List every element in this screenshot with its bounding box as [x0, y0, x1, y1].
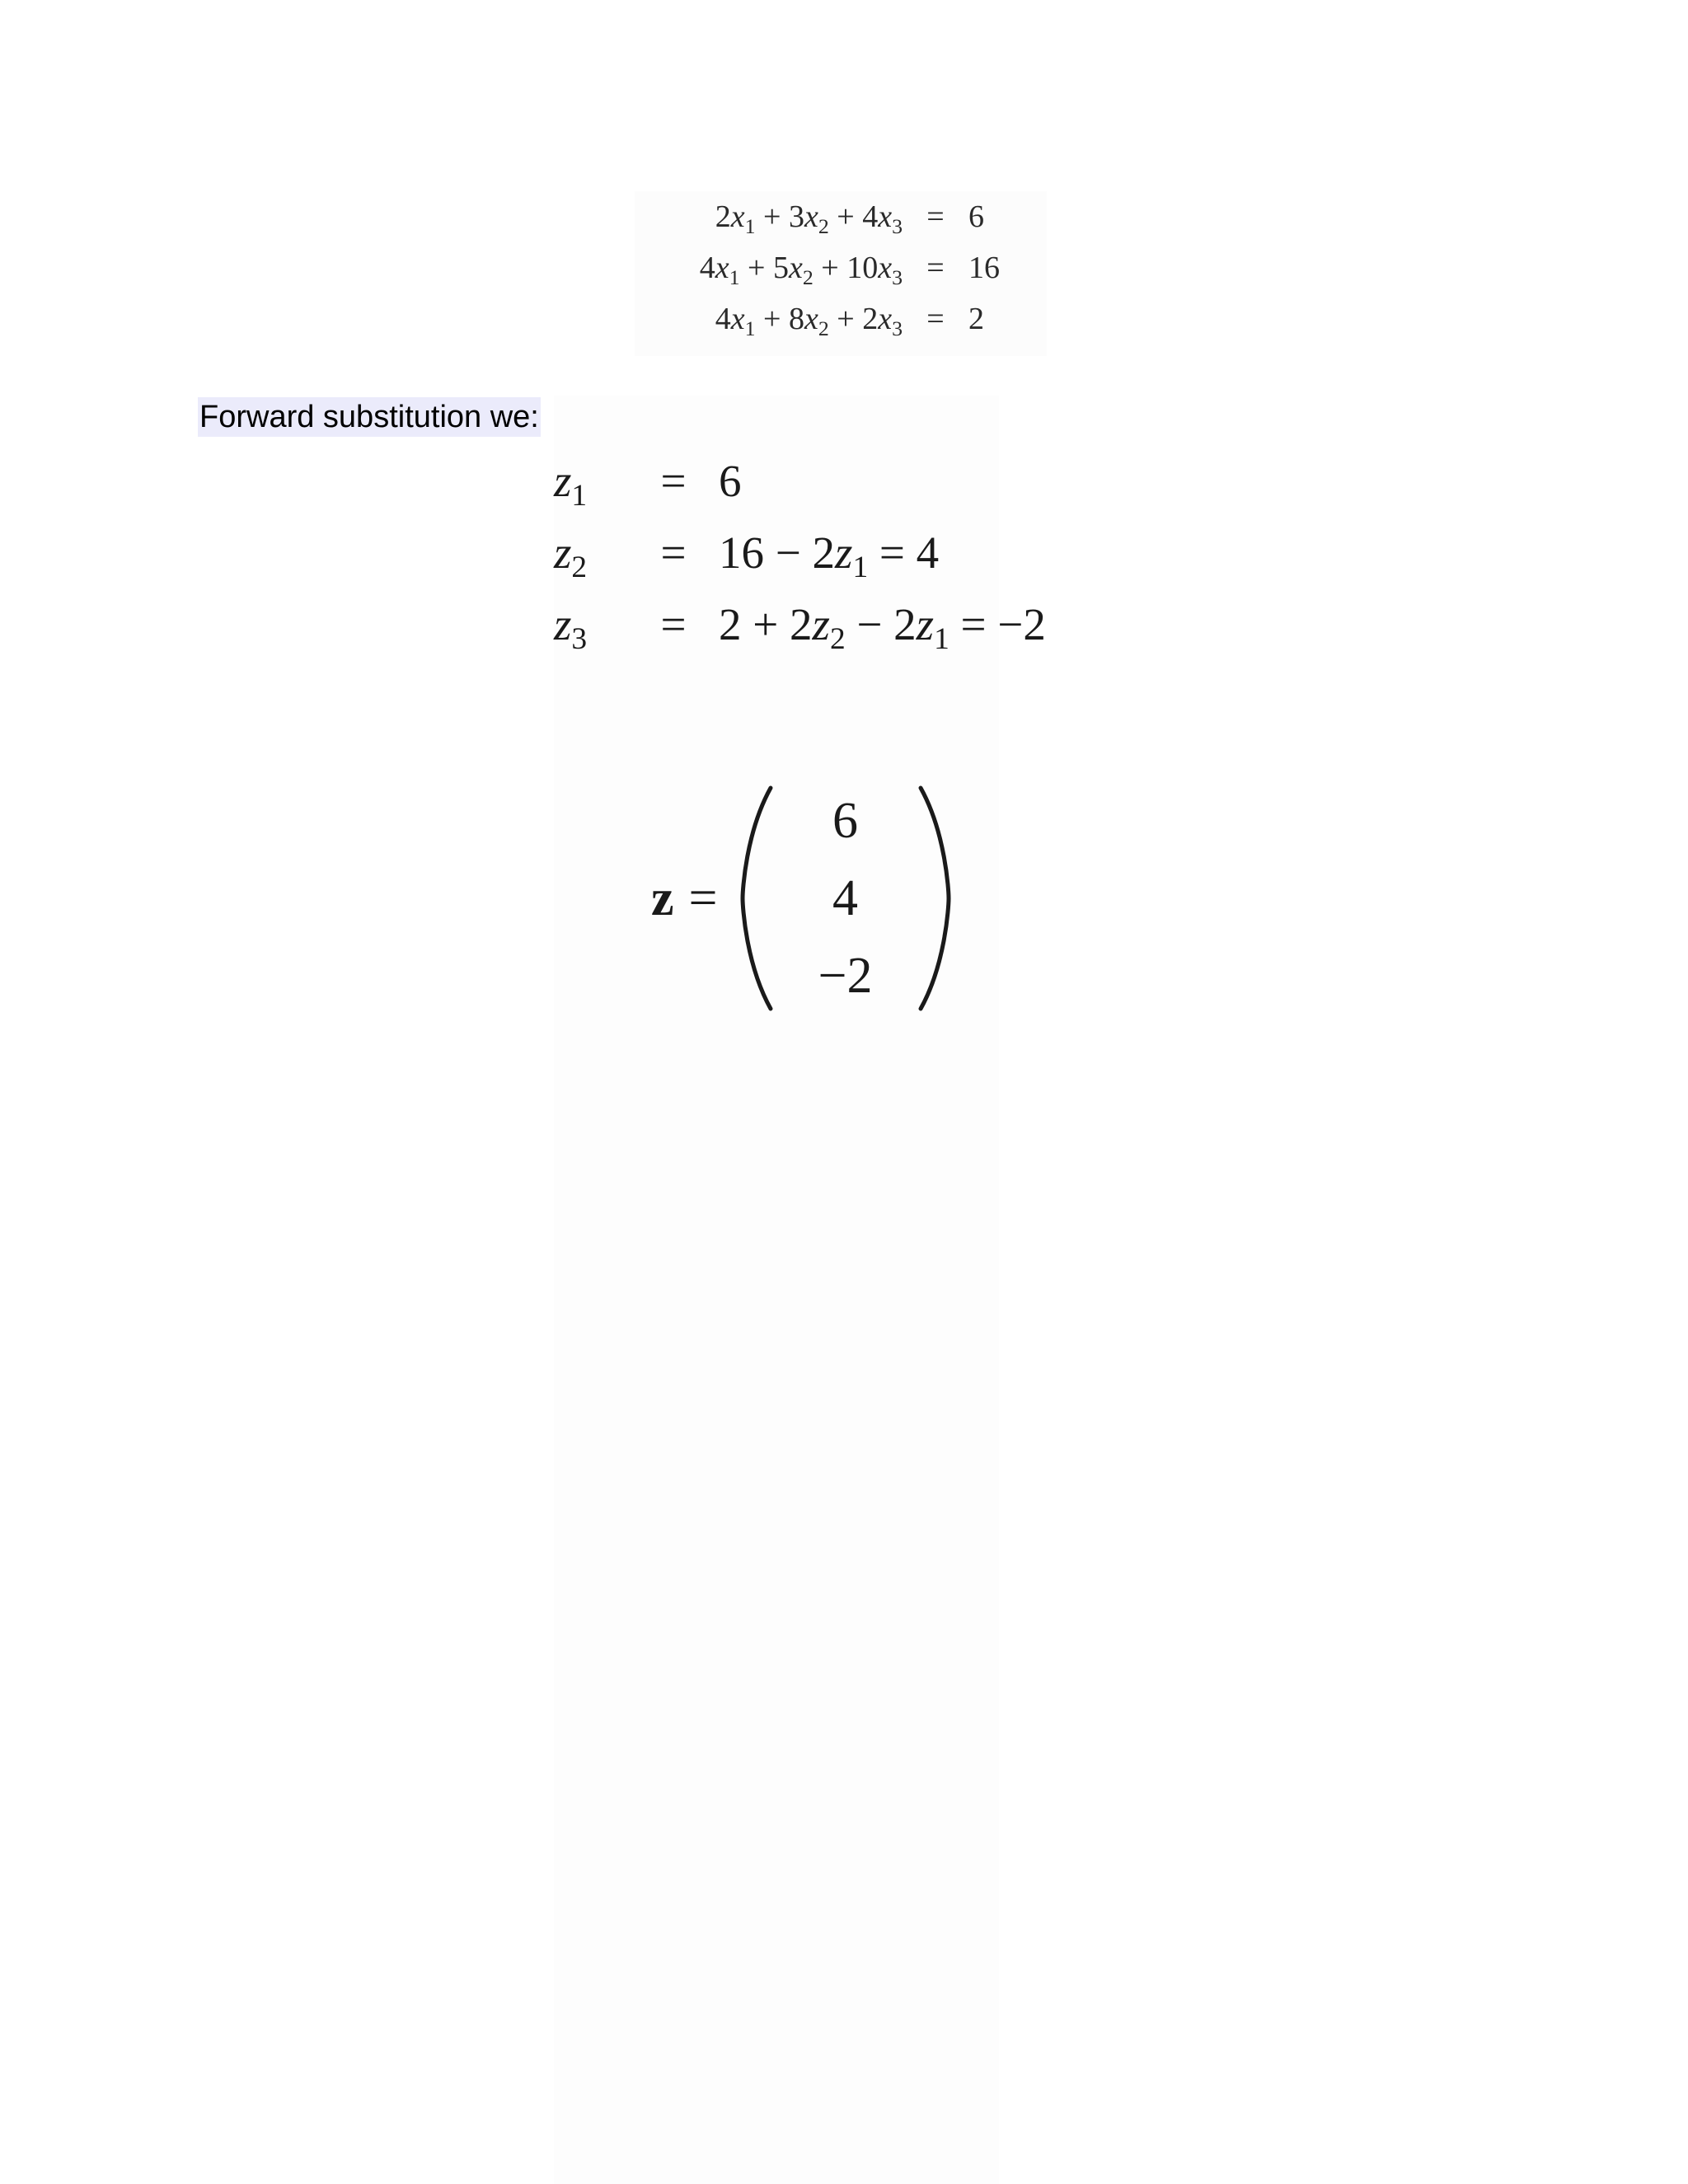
vector-entry: 4	[832, 870, 858, 926]
equation-rhs: 6	[968, 199, 984, 234]
substitution-var: $z_1$	[554, 456, 588, 513]
equation-row	[635, 293, 1034, 344]
equation-lhs: $4x_1 + 5x_2 + 10x_3$	[699, 251, 903, 289]
equation-row	[635, 191, 1034, 242]
equals-sign: =	[660, 527, 687, 578]
section-heading: Forward substitution we:	[198, 397, 541, 437]
equation-rhs: 2	[968, 302, 984, 336]
equals-sign: =	[660, 599, 687, 649]
equals-sign: =	[688, 869, 718, 926]
substitution-var: $z_3$	[554, 599, 588, 657]
substitution-value: $2 + 2z_2 - 2z_1 = -2$	[719, 599, 1046, 657]
vector-entries	[776, 782, 916, 1015]
equation-lhs: $2x_1 + 3x_2 + 4x_3$	[715, 199, 903, 238]
vector-name: z	[651, 869, 674, 926]
linear-system	[635, 191, 1047, 356]
left-paren-icon	[739, 783, 776, 1014]
equation-rhs: 16	[968, 251, 1000, 285]
vector-entry: 6	[832, 793, 858, 849]
equation-lhs: $4x_1 + 8x_2 + 2x_3$	[715, 302, 903, 340]
equals-sign: =	[660, 456, 687, 506]
substitution-value: 6	[719, 456, 742, 506]
substitution-row	[554, 588, 1046, 660]
right-paren-icon	[916, 783, 952, 1014]
vector-entry: −2	[818, 948, 873, 1004]
equation-row	[635, 242, 1034, 293]
equals-sign: =	[926, 251, 945, 285]
substitution-var: $z_2$	[554, 527, 588, 585]
equals-sign: =	[926, 199, 945, 234]
image-background	[554, 396, 999, 2184]
forward-substitution	[554, 445, 1046, 660]
equals-sign: =	[926, 302, 945, 336]
substitution-row	[554, 445, 1046, 517]
substitution-value: $16 - 2z_1 = 4$	[719, 527, 940, 585]
substitution-row	[554, 517, 1046, 588]
vector-z	[651, 783, 952, 1014]
